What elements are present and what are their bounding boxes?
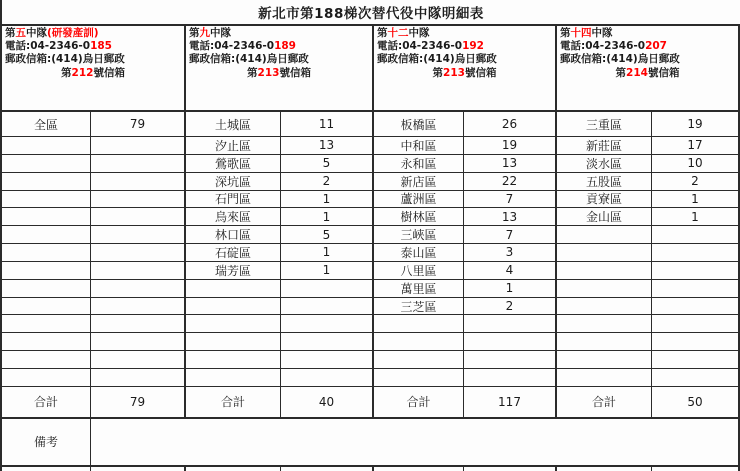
count-cell (91, 298, 186, 316)
partial-cell (91, 467, 186, 471)
district-cell (374, 369, 464, 387)
total-label-cell: 合計 (2, 387, 91, 419)
total-value-cell: 40 (281, 387, 374, 419)
count-cell (652, 280, 740, 298)
district-cell: 八里區 (374, 262, 464, 280)
district-cell (557, 369, 652, 387)
district-cell (186, 369, 281, 387)
count-cell: 2 (652, 173, 740, 191)
district-cell: 林口區 (186, 226, 281, 244)
count-cell (281, 280, 374, 298)
count-cell: 2 (464, 298, 557, 316)
partial-cell (281, 467, 374, 471)
count-cell (91, 369, 186, 387)
district-cell: 土城區 (186, 112, 281, 137)
district-cell: 深坑區 (186, 173, 281, 191)
totals-row (2, 387, 740, 419)
squadron-name: 第五中隊(研發產訓) (5, 27, 99, 39)
district-cell: 鶯歌區 (186, 155, 281, 173)
count-cell (91, 244, 186, 262)
count-cell (281, 351, 374, 369)
count-cell (91, 173, 186, 191)
district-cell (2, 208, 91, 226)
count-cell (652, 315, 740, 333)
district-cell (557, 298, 652, 316)
squadron-box-number: 第213號信箱 (432, 66, 497, 79)
district-cell (2, 280, 91, 298)
district-cell (557, 244, 652, 262)
count-cell (281, 369, 374, 387)
district-cell: 全區 (2, 112, 91, 137)
district-cell (2, 173, 91, 191)
squadron-box-number: 第212號信箱 (61, 66, 125, 79)
count-cell (652, 262, 740, 280)
district-cell: 新莊區 (557, 137, 652, 155)
squadron-header-14 (557, 26, 740, 112)
count-cell (281, 333, 374, 351)
count-cell: 22 (464, 173, 557, 191)
total-label-cell: 合計 (557, 387, 652, 419)
district-cell: 三峽區 (374, 226, 464, 244)
partial-bottom-row (2, 467, 740, 471)
count-cell (464, 369, 557, 387)
district-cell (2, 226, 91, 244)
page-title: 新北市第188梯次替代役中隊明細表 (0, 0, 740, 24)
district-cell: 永和區 (374, 155, 464, 173)
district-cell: 五股區 (557, 173, 652, 191)
count-cell (652, 351, 740, 369)
count-cell: 1 (281, 191, 374, 209)
district-cell (374, 333, 464, 351)
count-cell: 11 (281, 112, 374, 137)
district-cell: 貢寮區 (557, 191, 652, 209)
count-cell: 13 (281, 137, 374, 155)
remarks-label-cell: 備考 (2, 419, 91, 467)
district-cell: 三芝區 (374, 298, 464, 316)
partial-cell (557, 467, 652, 471)
remarks-row (2, 419, 740, 467)
total-value-cell: 79 (91, 387, 186, 419)
count-cell (652, 333, 740, 351)
count-cell: 1 (281, 262, 374, 280)
count-cell (91, 137, 186, 155)
count-cell (652, 226, 740, 244)
squadron-pobox: 郵政信箱:(414)烏日郵政 (377, 53, 497, 66)
table-header-row (2, 26, 740, 112)
count-cell: 1 (281, 244, 374, 262)
partial-cell (2, 467, 91, 471)
count-cell: 4 (464, 262, 557, 280)
district-cell (2, 315, 91, 333)
count-cell: 26 (464, 112, 557, 137)
count-cell (464, 351, 557, 369)
district-cell (186, 315, 281, 333)
total-value-cell: 50 (652, 387, 740, 419)
squadron-phone: 電話:04-2346-0207 (560, 40, 667, 53)
count-cell (281, 298, 374, 316)
district-cell: 泰山區 (374, 244, 464, 262)
district-cell: 中和區 (374, 137, 464, 155)
count-cell (91, 333, 186, 351)
count-cell: 5 (281, 155, 374, 173)
squadron-name: 第十四中隊 (560, 27, 613, 39)
total-label-cell: 合計 (374, 387, 464, 419)
district-cell: 淡水區 (557, 155, 652, 173)
district-cell (2, 155, 91, 173)
count-cell (652, 298, 740, 316)
district-cell (374, 315, 464, 333)
district-cell (2, 244, 91, 262)
district-cell (186, 333, 281, 351)
count-cell: 7 (464, 191, 557, 209)
count-cell: 1 (464, 280, 557, 298)
squadron-pobox: 郵政信箱:(414)烏日郵政 (560, 53, 680, 66)
partial-cell (374, 467, 464, 471)
district-cell (2, 351, 91, 369)
district-cell: 石碇區 (186, 244, 281, 262)
district-cell (186, 351, 281, 369)
district-cell (2, 369, 91, 387)
count-cell (91, 155, 186, 173)
partial-cell (186, 467, 281, 471)
count-cell: 7 (464, 226, 557, 244)
count-cell: 19 (464, 137, 557, 155)
district-cell: 樹林區 (374, 208, 464, 226)
district-cell (557, 351, 652, 369)
count-cell: 10 (652, 155, 740, 173)
squadron-name: 第九中隊 (189, 27, 231, 39)
count-cell (91, 351, 186, 369)
count-cell: 5 (281, 226, 374, 244)
squadron-header-12 (374, 26, 557, 112)
table-body (2, 112, 740, 387)
count-cell (281, 315, 374, 333)
squadron-header-5 (2, 26, 186, 112)
count-cell: 13 (464, 155, 557, 173)
district-cell (557, 262, 652, 280)
district-cell: 新店區 (374, 173, 464, 191)
squadron-header-9 (186, 26, 374, 112)
district-cell (186, 280, 281, 298)
count-cell: 79 (91, 112, 186, 137)
count-cell (91, 208, 186, 226)
district-cell (557, 333, 652, 351)
squadron-pobox: 郵政信箱:(414)烏日郵政 (5, 53, 125, 66)
district-cell (186, 298, 281, 316)
district-cell: 石門區 (186, 191, 281, 209)
district-cell: 瑞芳區 (186, 262, 281, 280)
count-cell (464, 333, 557, 351)
squadron-name: 第十二中隊 (377, 27, 430, 39)
total-value-cell: 117 (464, 387, 557, 419)
partial-cell (464, 467, 557, 471)
partial-cell (652, 467, 740, 471)
count-cell: 13 (464, 208, 557, 226)
count-cell: 1 (281, 208, 374, 226)
count-cell (464, 315, 557, 333)
squadron-box-number: 第213號信箱 (247, 66, 311, 79)
squadron-phone: 電話:04-2346-0192 (377, 40, 484, 53)
district-cell (374, 351, 464, 369)
count-cell (91, 226, 186, 244)
district-cell (2, 262, 91, 280)
district-cell (2, 298, 91, 316)
district-cell: 三重區 (557, 112, 652, 137)
count-cell (91, 315, 186, 333)
count-cell: 17 (652, 137, 740, 155)
district-cell: 蘆洲區 (374, 191, 464, 209)
district-cell: 烏來區 (186, 208, 281, 226)
count-cell (652, 244, 740, 262)
count-cell: 3 (464, 244, 557, 262)
count-cell: 1 (652, 191, 740, 209)
district-cell: 金山區 (557, 208, 652, 226)
count-cell (652, 369, 740, 387)
district-cell (557, 315, 652, 333)
count-cell (91, 280, 186, 298)
count-cell: 19 (652, 112, 740, 137)
detail-table (0, 24, 740, 471)
count-cell: 1 (652, 208, 740, 226)
remarks-content-cell (91, 419, 740, 467)
count-cell: 2 (281, 173, 374, 191)
squadron-phone: 電話:04-2346-0185 (5, 40, 112, 53)
district-cell (2, 333, 91, 351)
district-cell: 萬里區 (374, 280, 464, 298)
district-cell (557, 226, 652, 244)
district-cell (557, 280, 652, 298)
squadron-phone: 電話:04-2346-0189 (189, 40, 296, 53)
total-label-cell: 合計 (186, 387, 281, 419)
district-cell: 板橋區 (374, 112, 464, 137)
district-cell: 汐止區 (186, 137, 281, 155)
squadron-pobox: 郵政信箱:(414)烏日郵政 (189, 53, 309, 66)
district-cell (2, 137, 91, 155)
count-cell (91, 191, 186, 209)
district-cell (2, 191, 91, 209)
count-cell (91, 262, 186, 280)
squadron-box-number: 第214號信箱 (615, 66, 680, 79)
